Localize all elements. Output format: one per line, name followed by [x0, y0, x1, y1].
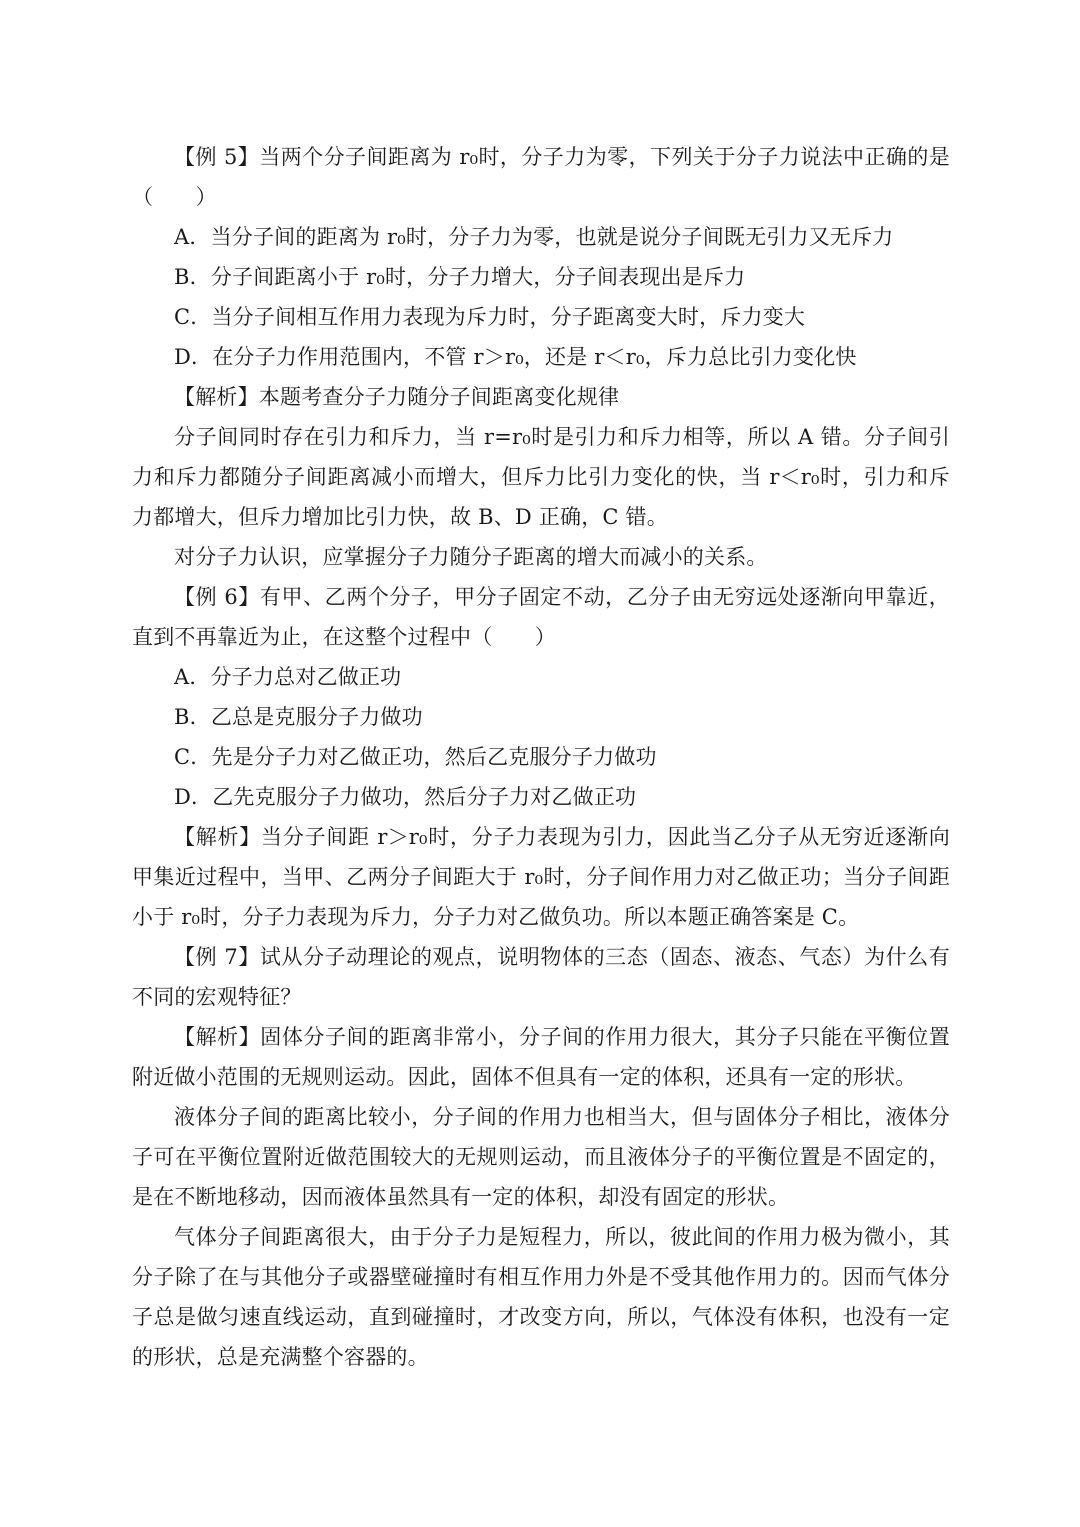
example-5-option-b: B．分子间距离小于 r₀时，分子力增大，分子间表现出是斥力: [174, 265, 746, 289]
example-7-analysis-line-7: 分子除了在与其他分子或器壁碰撞时有相互作用力外是不受其他作用力的。因而气体分: [132, 1265, 950, 1289]
example-6-option-b: B．乙总是克服分子力做功: [174, 705, 423, 729]
document-page: [132, 137, 950, 1377]
example-7-question-line-2: 不同的宏观特征？: [132, 985, 302, 1009]
example-5-question-line-2: （ ）: [132, 185, 217, 209]
example-6-question-line-2: 直到不再靠近为止，在这整个过程中（ ）: [132, 625, 556, 649]
example-5-option-d: D．在分子力作用范围内，不管 r＞r₀，还是 r＜r₀，斥力总比引力变化快: [174, 345, 857, 369]
example-5-analysis-line-4: 对分子力认识，应掌握分子力随分子距离的增大而减小的关系。: [174, 545, 768, 569]
example-5-analysis-heading: 【解析】本题考查分子力随分子间距离变化规律: [174, 385, 620, 409]
example-7-analysis-line-6: 气体分子间距离很大，由于分子力是短程力，所以，彼此间的作用力极为微小，其: [174, 1225, 950, 1249]
example-6-option-d: D．乙先克服分子力做功，然后分子力对乙做正功: [174, 785, 637, 809]
example-5-analysis-line-2: 力和斥力都随分子间距离减小而增大，但斥力比引力变化的快，当 r＜r₀时，引力和斥: [132, 465, 950, 489]
example-5-analysis-line-3: 力都增大，但斥力增加比引力快，故 B、D 正确，C 错。: [132, 505, 668, 529]
example-7-analysis-line-1: 【解析】固体分子间的距离非常小，分子间的作用力很大，其分子只能在平衡位置: [174, 1025, 950, 1049]
example-6-analysis-line-1: 【解析】当分子间距 r＞r₀时，分子力表现为引力，因此当乙分子从无穷近逐渐向: [174, 825, 950, 849]
example-7-analysis-line-3: 液体分子间的距离比较小，分子间的作用力也相当大，但与固体分子相比，液体分: [174, 1105, 950, 1129]
example-7-analysis-line-8: 子总是做匀速直线运动，直到碰撞时，才改变方向，所以，气体没有体积，也没有一定: [132, 1305, 950, 1329]
example-6-question-line-1: 【例 6】有甲、乙两个分子，甲分子固定不动，乙分子由无穷远处逐渐向甲靠近，: [174, 585, 950, 609]
example-6-option-a: A．分子力总对乙做正功: [174, 665, 402, 689]
example-5-option-c: C．当分子间相互作用力表现为斥力时，分子距离变大时，斥力变大: [174, 305, 806, 329]
example-5-question-line-1: 【例 5】当两个分子间距离为 r₀时，分子力为零，下列关于分子力说法中正确的是: [174, 145, 950, 169]
example-7-analysis-line-2: 附近做小范围的无规则运动。因此，固体不但具有一定的体积，还具有一定的形状。: [132, 1065, 917, 1089]
example-5-option-a: A．当分子间的距离为 r₀时，分子力为零，也就是说分子间既无引力又无斥力: [174, 225, 894, 249]
example-6-option-c: C．先是分子力对乙做正功，然后乙克服分子力做功: [174, 745, 657, 769]
example-7-analysis-line-4: 子可在平衡位置附近做范围较大的无规则运动，而且液体分子的平衡位置是不固定的，: [132, 1145, 950, 1169]
example-7-question-line-1: 【例 7】试从分子动理论的观点，说明物体的三态（固态、液态、气态）为什么有: [174, 945, 950, 969]
example-5-analysis-line-1: 分子间同时存在引力和斥力，当 r=r₀时是引力和斥力相等，所以 A 错。分子间引: [174, 425, 950, 449]
example-6-analysis-line-2: 甲集近过程中，当甲、乙两分子间距大于 r₀时，分子间作用力对乙做正功；当分子间距: [132, 865, 950, 889]
example-7-analysis-line-9: 的形状，总是充满整个容器的。: [132, 1345, 429, 1369]
example-6-analysis-line-3: 小于 r₀时，分子力表现为斥力，分子力对乙做负功。所以本题正确答案是 C。: [132, 905, 860, 929]
example-7-analysis-line-5: 是在不断地移动，因而液体虽然具有一定的体积，却没有固定的形状。: [132, 1185, 790, 1209]
